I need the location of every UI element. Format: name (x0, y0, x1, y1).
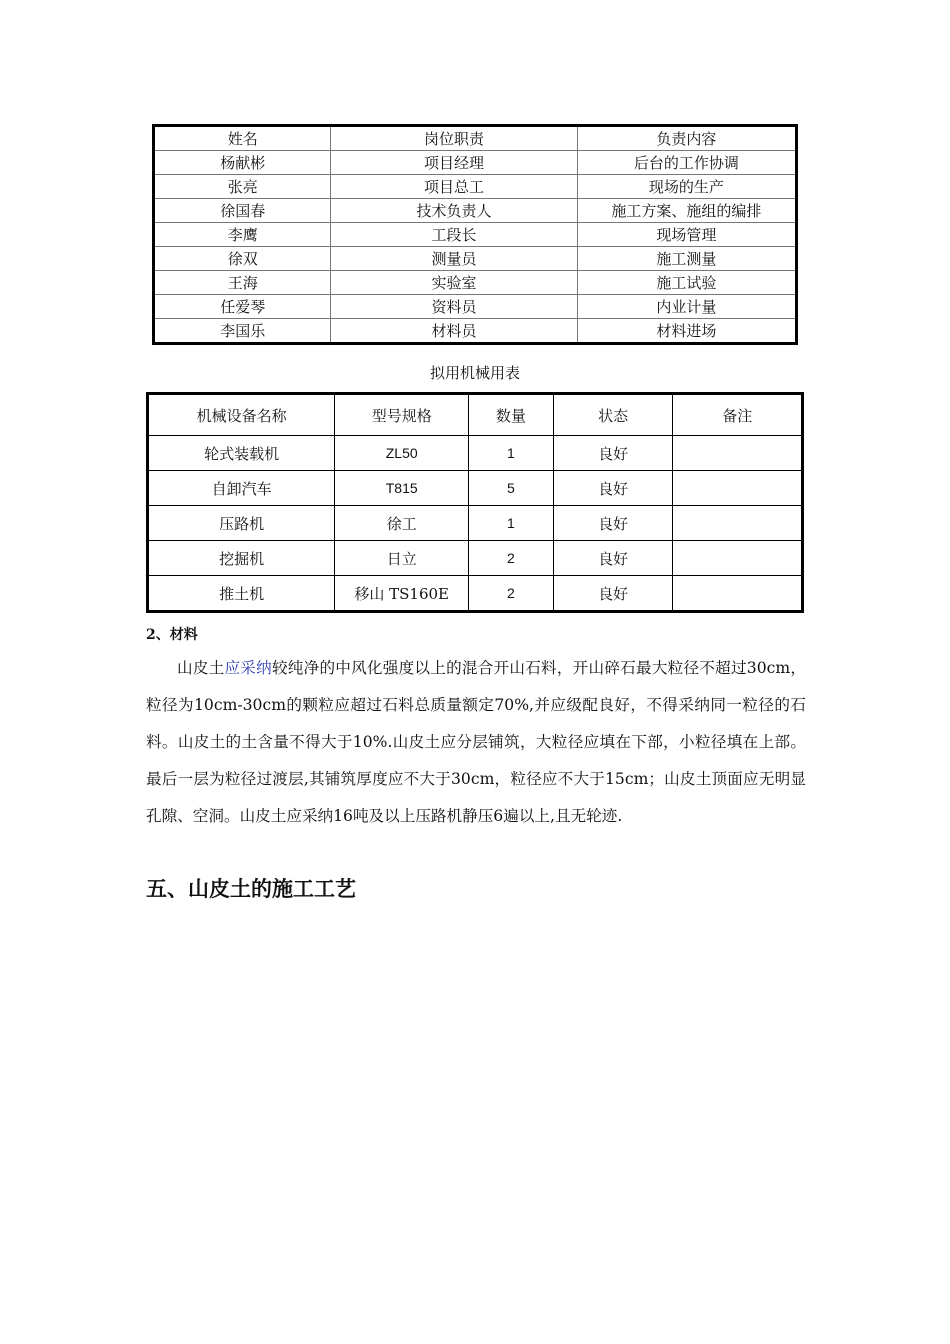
table-cell: 现场管理 (577, 223, 796, 247)
table-cell: 施工测量 (577, 247, 796, 271)
table-row (148, 436, 803, 471)
table-cell: 资料员 (331, 295, 577, 319)
table-cell: 项目经理 (331, 151, 577, 175)
materials-heading: 2、材料 (146, 627, 198, 643)
header-cell: 状态 (553, 394, 673, 436)
table-cell: 材料员 (331, 319, 577, 344)
table-cell: 1 (469, 506, 554, 541)
table-row (148, 576, 803, 612)
table-cell (673, 506, 803, 541)
header-cell: 数量 (469, 394, 554, 436)
table-cell: 自卸汽车 (148, 471, 335, 506)
table-cell: 王海 (154, 271, 331, 295)
paragraph-text: 山皮土 (177, 659, 225, 677)
table-cell: 杨献彬 (154, 151, 331, 175)
table-cell: 现场的生产 (577, 175, 796, 199)
table-cell: 移山 TS160E (335, 576, 469, 612)
table-row (154, 271, 797, 295)
table-cell: ZL50 (335, 436, 469, 471)
table-row (148, 541, 803, 576)
table-cell: 5 (469, 471, 554, 506)
table-row (154, 319, 797, 344)
table-header-row (148, 394, 803, 436)
table-cell (673, 576, 803, 612)
table-cell: 施工试验 (577, 271, 796, 295)
table-row (154, 295, 797, 319)
table-cell: 张亮 (154, 175, 331, 199)
table-cell: 2 (469, 541, 554, 576)
table-cell: 挖掘机 (148, 541, 335, 576)
table-cell: 项目总工 (331, 175, 577, 199)
paragraph-text: 较纯净的中风化强度以上的混合开山石料，开山碎石最大粒径不超过30cm，粒径为10cm-30cm的颗粒应超过石料总质量额定70%,并应级配良好，不得采纳同一粒径的石料。山皮土的土含量不得大于10%.山皮土应分层铺筑，大粒径应填在下部，小粒径填在上部。最后一层为粒径过渡层,其铺筑厚度应不大于30cm，粒径应不大于15cm；山皮土顶面应无明显孔隙、空洞。山皮土应采纳16吨及以上压路机静压6遍以上,且无轮迹. (146, 659, 806, 825)
table-cell: 李鹰 (154, 223, 331, 247)
table-cell: 徐双 (154, 247, 331, 271)
table-cell: 徐国春 (154, 199, 331, 223)
table-cell: 实验室 (331, 271, 577, 295)
table-row (154, 151, 797, 175)
header-cell: 机械设备名称 (148, 394, 335, 436)
table-cell: 徐工 (335, 506, 469, 541)
table-row (154, 199, 797, 223)
header-cell: 型号规格 (335, 394, 469, 436)
table-row (148, 506, 803, 541)
table-cell: 2 (469, 576, 554, 612)
table-row (148, 471, 803, 506)
header-cell: 岗位职责 (331, 126, 577, 151)
table-cell: 日立 (335, 541, 469, 576)
table-cell: 1 (469, 436, 554, 471)
table-cell: 测量员 (331, 247, 577, 271)
table-header-row (154, 126, 797, 151)
staff-table (152, 124, 798, 345)
table-cell: 良好 (553, 436, 673, 471)
table-cell: 良好 (553, 471, 673, 506)
table-cell: 良好 (553, 541, 673, 576)
table-row (154, 247, 797, 271)
table-cell: 良好 (553, 506, 673, 541)
table-cell: 任爱琴 (154, 295, 331, 319)
header-cell: 姓名 (154, 126, 331, 151)
materials-paragraph (146, 650, 806, 835)
table-cell (673, 436, 803, 471)
table-cell: 内业计量 (577, 295, 796, 319)
table-cell: 压路机 (148, 506, 335, 541)
table-cell: 材料进场 (577, 319, 796, 344)
table-cell: 轮式装载机 (148, 436, 335, 471)
table-row (154, 223, 797, 247)
paragraph-link[interactable]: 应采纳 (224, 659, 272, 677)
header-cell: 备注 (673, 394, 803, 436)
table-cell (673, 541, 803, 576)
header-cell: 负责内容 (577, 126, 796, 151)
table-cell: T815 (335, 471, 469, 506)
table-cell: 良好 (553, 576, 673, 612)
chapter-heading: 五、山皮土的施工工艺 (146, 877, 356, 901)
machinery-table-caption: 拟用机械用表 (429, 364, 520, 382)
machinery-table (146, 392, 804, 613)
table-cell: 后台的工作协调 (577, 151, 796, 175)
table-cell: 推土机 (148, 576, 335, 612)
table-cell (673, 471, 803, 506)
table-cell: 技术负责人 (331, 199, 577, 223)
table-cell: 李国乐 (154, 319, 331, 344)
table-row (154, 175, 797, 199)
table-cell: 施工方案、施组的编排 (577, 199, 796, 223)
table-cell: 工段长 (331, 223, 577, 247)
